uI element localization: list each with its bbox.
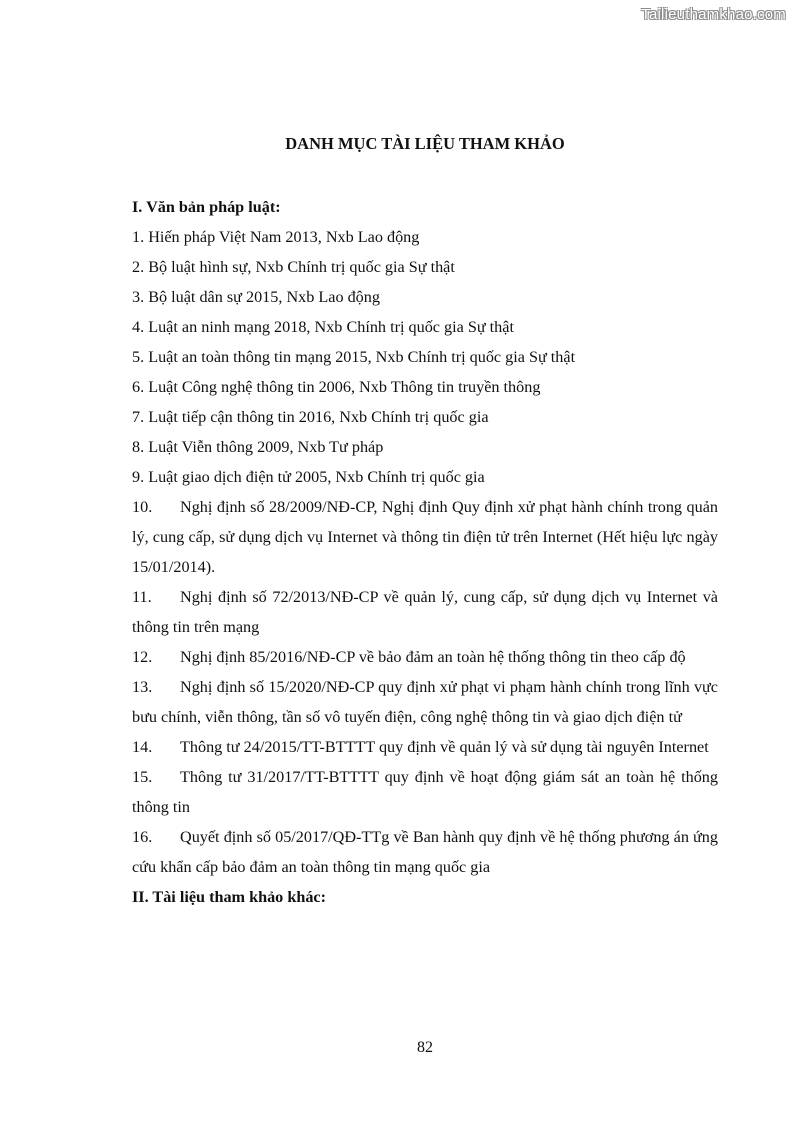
- item-text: Nghị định số 15/2020/NĐ-CP quy định xử phạt vi phạm hành chính trong lĩnh vực bưu chính, viễn thông, tần số vô tuyến điện, công nghệ thông tin và giao dịch điện tử: [132, 678, 718, 726]
- list-item: [132, 822, 718, 882]
- list-item: 6. Luật Công nghệ thông tin 2006, Nxb Thông tin truyền thông: [132, 378, 541, 396]
- list-item: 5. Luật an toàn thông tin mạng 2015, Nxb Chính trị quốc gia Sự thật: [132, 348, 576, 366]
- list-item: 3. Bộ luật dân sự 2015, Nxb Lao động: [132, 288, 380, 306]
- list-item: [132, 642, 718, 672]
- item-number: 16.: [132, 828, 153, 846]
- list-item: [132, 582, 718, 642]
- page-number: 82: [417, 1039, 433, 1056]
- item-text: Thông tư 31/2017/TT-BTTTT quy định về hoạt động giám sát an toàn hệ thống thông tin: [132, 768, 718, 816]
- list-item: [132, 732, 718, 762]
- item-number: 14.: [132, 738, 153, 756]
- item-number: 13.: [132, 678, 153, 696]
- item-number: 15.: [132, 768, 153, 786]
- item-text: Nghị định 85/2016/NĐ-CP về bảo đảm an toàn hệ thống thông tin theo cấp độ: [180, 648, 686, 666]
- section-heading-other-references: II. Tài liệu tham khảo khác:: [132, 888, 326, 906]
- list-item: 9. Luật giao dịch điện tử 2005, Nxb Chính trị quốc gia: [132, 468, 485, 486]
- reference-list: [132, 192, 718, 912]
- list-item: 7. Luật tiếp cận thông tin 2016, Nxb Chính trị quốc gia: [132, 408, 489, 426]
- list-item: [132, 492, 718, 582]
- item-number: 10.: [132, 498, 153, 516]
- item-number: 11.: [132, 588, 152, 606]
- list-item: [132, 762, 718, 822]
- item-text: Nghị định số 28/2009/NĐ-CP, Nghị định Quy định xử phạt hành chính trong quản lý, cung cấp, sử dụng dịch vụ Internet và thông tin điện tử trên Internet (Hết hiệu lực ngày 15/01/2014).: [132, 498, 718, 576]
- list-item: 8. Luật Viễn thông 2009, Nxb Tư pháp: [132, 438, 384, 456]
- item-text: Quyết định số 05/2017/QĐ-TTg về Ban hành quy định về hệ thống phương án ứng cứu khẩn cấp bảo đảm an toàn thông tin mạng quốc gia: [132, 828, 718, 876]
- section-heading-legal-documents: I. Văn bản pháp luật:: [132, 198, 281, 216]
- list-item: [132, 672, 718, 732]
- watermark: Tailieuthamkhao.com: [641, 6, 786, 23]
- list-item: 2. Bộ luật hình sự, Nxb Chính trị quốc gia Sự thật: [132, 258, 455, 276]
- list-item: 4. Luật an ninh mạng 2018, Nxb Chính trị quốc gia Sự thật: [132, 318, 514, 336]
- item-text: Nghị định số 72/2013/NĐ-CP về quản lý, cung cấp, sử dụng dịch vụ Internet và thông tin trên mạng: [132, 588, 718, 636]
- list-item: 1. Hiến pháp Việt Nam 2013, Nxb Lao động: [132, 228, 420, 246]
- page-title: DANH MỤC TÀI LIỆU THAM KHẢO: [285, 134, 565, 153]
- item-text: Thông tư 24/2015/TT-BTTTT quy định về quản lý và sử dụng tài nguyên Internet: [180, 738, 709, 756]
- item-number: 12.: [132, 648, 153, 666]
